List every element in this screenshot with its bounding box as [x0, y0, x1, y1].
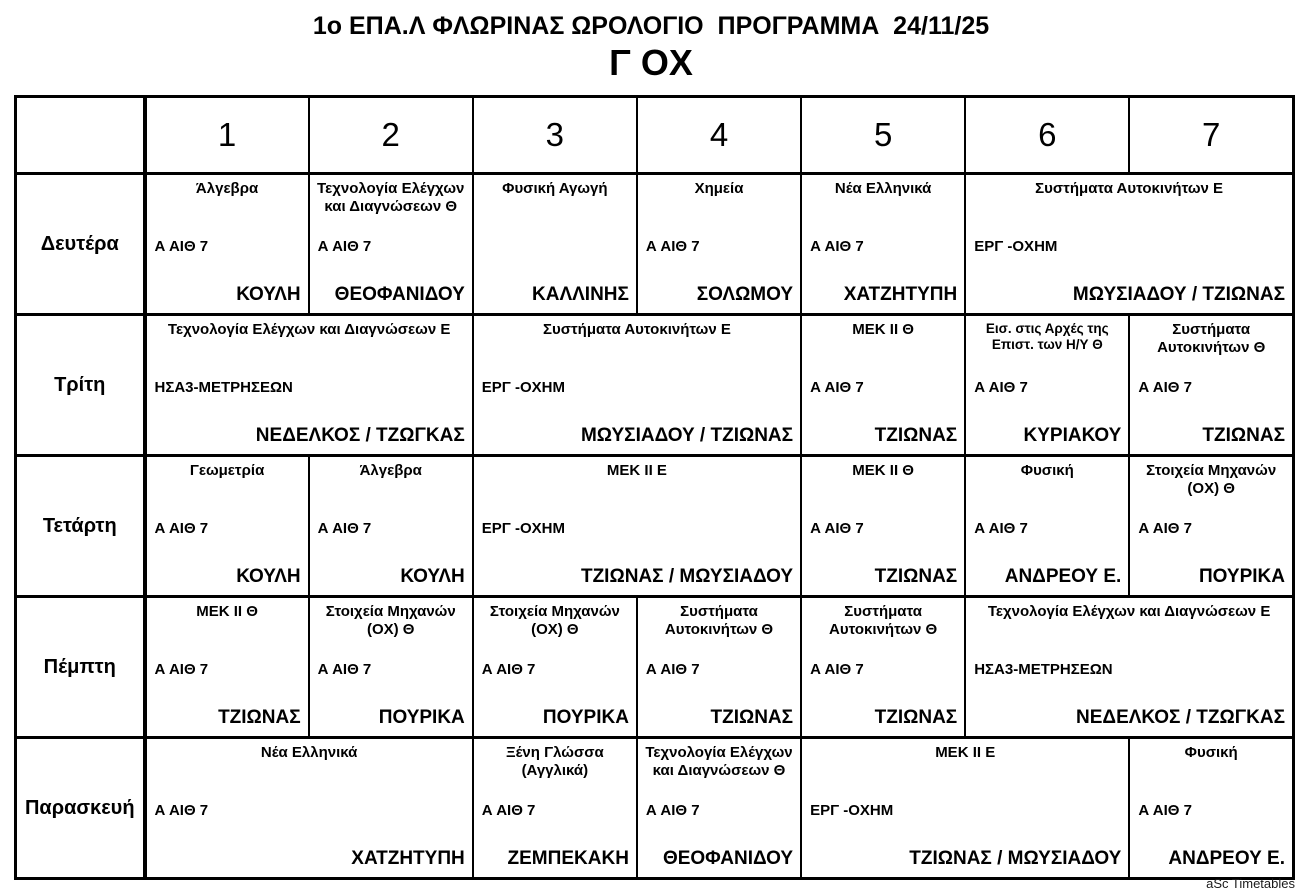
room-label: ΕΡΓ -ΟΧΗΜ — [481, 520, 565, 537]
subject-label: Συστήματα Αυτοκινήτων Ε — [542, 321, 731, 338]
subject-label: Στοιχεία Μηχανών (ΟΧ) Θ — [325, 603, 456, 638]
room-label: ΕΡΓ -ΟΧΗΜ — [974, 238, 1058, 255]
room-label: Α ΑΙΘ 7 — [154, 661, 209, 678]
room-label: Α ΑΙΘ 7 — [1138, 520, 1192, 537]
period-header-2: 2 — [309, 97, 473, 174]
teacher-label: ΚΟΥΛΗ — [236, 566, 301, 587]
lesson-cell — [1129, 738, 1293, 879]
lesson-cell — [637, 174, 801, 315]
day-label: Τρίτη — [16, 315, 145, 456]
subject-label: Φυσική — [1020, 462, 1074, 479]
period-header-6: 6 — [965, 97, 1129, 174]
lesson-cell — [801, 738, 1129, 879]
lesson-cell — [473, 738, 637, 879]
subject-label: Νέα Ελληνικά — [834, 180, 932, 197]
teacher-label: ΧΑΤΖΗΤΥΠΗ — [843, 284, 958, 305]
lesson-cell — [1129, 456, 1293, 597]
lesson-cell — [145, 315, 473, 456]
room-label: Α ΑΙΘ 7 — [317, 520, 372, 537]
room-label: Α ΑΙΘ 7 — [317, 238, 372, 255]
period-header-row — [16, 97, 1294, 174]
page-title: 1ο ΕΠΑ.Λ ΦΛΩΡΙΝΑΣ ΩΡΟΛΟΓΙΟ ΠΡΟΓΡΑΜΜΑ 24/11/25 — [312, 12, 990, 40]
subject-label: Άλγεβρα — [359, 462, 422, 479]
room-label: Α ΑΙΘ 7 — [645, 238, 700, 255]
subject-label: Ξένη Γλώσσα (Αγγλικά) — [506, 744, 604, 779]
teacher-label: ΤΖΙΩΝΑΣ — [218, 707, 301, 728]
lesson-cell — [145, 738, 473, 879]
lesson-cell — [965, 315, 1129, 456]
period-header-3: 3 — [473, 97, 637, 174]
lesson-cell — [965, 597, 1293, 738]
day-row-5 — [16, 738, 1294, 879]
lesson-cell — [801, 174, 965, 315]
teacher-label: ΜΩΥΣΙΑΔΟΥ / ΤΖΙΩΝΑΣ — [1072, 284, 1285, 305]
room-label: Α ΑΙΘ 7 — [154, 238, 209, 255]
teacher-label: ΧΑΤΖΗΤΥΠΗ — [351, 848, 465, 869]
day-row-3 — [16, 456, 1294, 597]
lesson-cell — [473, 315, 801, 456]
room-label: Α ΑΙΘ 7 — [974, 520, 1028, 537]
lesson-cell — [145, 597, 309, 738]
teacher-label: ΚΟΥΛΗ — [400, 566, 465, 587]
day-row-2 — [16, 315, 1294, 456]
teacher-label: ΠΟΥΡΙΚΑ — [378, 707, 465, 728]
teacher-label: ΣΟΛΩΜΟΥ — [696, 284, 794, 305]
room-label: Α ΑΙΘ 7 — [154, 520, 209, 537]
lesson-cell — [473, 174, 637, 315]
room-label: ΗΣΑ3-ΜΕΤΡΗΣΕΩΝ — [974, 661, 1113, 678]
lesson-cell — [965, 456, 1129, 597]
room-label: Α ΑΙΘ 7 — [645, 802, 700, 819]
subject-label: Εισ. στις Αρχές της Επιστ. των Η/Υ Θ — [985, 321, 1109, 352]
subject-label: Τεχνολογία Ελέγχων και Διαγνώσεων Ε — [987, 603, 1271, 620]
timetable-body — [16, 174, 1294, 879]
lesson-cell — [965, 174, 1293, 315]
room-label: Α ΑΙΘ 7 — [481, 802, 536, 819]
subject-label: Φυσική Αγωγή — [502, 180, 608, 197]
lesson-cell — [637, 597, 801, 738]
lesson-cell — [473, 597, 637, 738]
subject-label: Στοιχεία Μηχανών (ΟΧ) Θ — [1146, 462, 1277, 497]
room-label: ΕΡΓ -ΟΧΗΜ — [810, 802, 894, 819]
room-label: Α ΑΙΘ 7 — [1138, 379, 1192, 396]
teacher-label: ΤΖΙΩΝΑΣ — [874, 425, 958, 446]
lesson-cell — [145, 456, 309, 597]
lesson-cell — [145, 174, 309, 315]
lesson-cell — [309, 456, 473, 597]
period-header-1: 1 — [145, 97, 309, 174]
corner-cell — [16, 97, 145, 174]
period-header-7: 7 — [1129, 97, 1293, 174]
room-label: Α ΑΙΘ 7 — [317, 661, 372, 678]
lesson-cell — [473, 456, 801, 597]
teacher-label: ΤΖΙΩΝΑΣ — [874, 707, 958, 728]
subject-label: ΜΕΚ ΙΙ Θ — [852, 321, 914, 338]
day-label: Τετάρτη — [16, 456, 145, 597]
period-header-4: 4 — [637, 97, 801, 174]
teacher-label: ΝΕΔΕΛΚΟΣ / ΤΖΩΓΚΑΣ — [1076, 707, 1285, 728]
room-label: Α ΑΙΘ 7 — [645, 661, 700, 678]
subject-label: Τεχνολογία Ελέγχων και Διαγνώσεων Ε — [167, 321, 451, 338]
subject-label: Συστήματα Αυτοκινήτων Θ — [1157, 321, 1266, 356]
teacher-label: ΝΕΔΕΛΚΟΣ / ΤΖΩΓΚΑΣ — [255, 425, 465, 446]
teacher-label: ΑΝΔΡΕΟΥ Ε. — [1168, 848, 1285, 869]
subject-label: Νέα Ελληνικά — [260, 744, 358, 761]
teacher-label: ΚΥΡΙΑΚΟΥ — [1023, 425, 1122, 446]
subject-label: Συστήματα Αυτοκινήτων Θ — [664, 603, 774, 638]
subject-label: Άλγεβρα — [195, 180, 259, 197]
day-row-4 — [16, 597, 1294, 738]
teacher-label: ΑΝΔΡΕΟΥ Ε. — [1004, 566, 1122, 587]
room-label: Α ΑΙΘ 7 — [810, 379, 864, 396]
teacher-label: ΘΕΟΦΑΝΙΔΟΥ — [662, 848, 794, 869]
lesson-cell — [309, 174, 473, 315]
subject-label: ΜΕΚ ΙΙ Θ — [196, 603, 258, 620]
subject-label: Χημεία — [694, 180, 744, 197]
class-name: Γ ΟΧ — [609, 42, 693, 83]
teacher-label: ΖΕΜΠΕΚΑΚΗ — [507, 848, 629, 869]
teacher-label: ΤΖΙΩΝΑΣ / ΜΩΥΣΙΑΔΟΥ — [909, 848, 1122, 869]
teacher-label: ΠΟΥΡΙΚΑ — [542, 707, 629, 728]
subject-label: Τεχνολογία Ελέγχων και Διαγνώσεων Θ — [645, 744, 793, 779]
teacher-label: ΚΑΛΛΙΝΗΣ — [532, 284, 629, 305]
subject-label: Συστήματα Αυτοκινήτων Ε — [1035, 180, 1224, 197]
subject-label: Συστήματα Αυτοκινήτων Θ — [829, 603, 938, 638]
room-label: Α ΑΙΘ 7 — [154, 802, 209, 819]
teacher-label: ΜΩΥΣΙΑΔΟΥ / ΤΖΙΩΝΑΣ — [580, 425, 794, 446]
room-label: Α ΑΙΘ 7 — [1138, 802, 1192, 819]
teacher-label: ΘΕΟΦΑΝΙΔΟΥ — [334, 284, 465, 305]
generator-credit: aSc Timetables — [1206, 876, 1295, 891]
room-label: Α ΑΙΘ 7 — [810, 661, 864, 678]
lesson-cell — [637, 738, 801, 879]
lesson-cell — [801, 597, 965, 738]
day-label: Δευτέρα — [16, 174, 145, 315]
room-label: Α ΑΙΘ 7 — [810, 520, 864, 537]
subject-label: ΜΕΚ ΙΙ Ε — [935, 744, 996, 761]
teacher-label: ΤΖΙΩΝΑΣ / ΜΩΥΣΙΑΔΟΥ — [580, 566, 794, 587]
day-label: Παρασκευή — [16, 738, 145, 879]
teacher-label: ΚΟΥΛΗ — [236, 284, 301, 305]
period-header-5: 5 — [801, 97, 965, 174]
teacher-label: ΤΖΙΩΝΑΣ — [710, 707, 794, 728]
teacher-label: ΠΟΥΡΙΚΑ — [1198, 566, 1285, 587]
subject-label: Φυσική — [1184, 744, 1238, 761]
day-row-1 — [16, 174, 1294, 315]
room-label: ΗΣΑ3-ΜΕΤΡΗΣΕΩΝ — [154, 379, 293, 396]
timetable — [14, 95, 1295, 880]
day-label: Πέμπτη — [16, 597, 145, 738]
subject-label: Στοιχεία Μηχανών (ΟΧ) Θ — [489, 603, 620, 638]
lesson-cell — [801, 456, 965, 597]
subject-label: Τεχνολογία Ελέγχων και Διαγνώσεων Θ — [317, 180, 465, 215]
subject-label: Γεωμετρία — [189, 462, 265, 479]
teacher-label: ΤΖΙΩΝΑΣ — [1202, 425, 1285, 446]
room-label: Α ΑΙΘ 7 — [481, 661, 536, 678]
room-label: Α ΑΙΘ 7 — [810, 238, 864, 255]
lesson-cell — [309, 597, 473, 738]
room-label: ΕΡΓ -ΟΧΗΜ — [481, 379, 565, 396]
subject-label: ΜΕΚ ΙΙ Ε — [606, 462, 667, 479]
lesson-cell — [801, 315, 965, 456]
lesson-cell — [1129, 315, 1293, 456]
teacher-label: ΤΖΙΩΝΑΣ — [874, 566, 958, 587]
subject-label: ΜΕΚ ΙΙ Θ — [852, 462, 914, 479]
room-label: Α ΑΙΘ 7 — [974, 379, 1028, 396]
